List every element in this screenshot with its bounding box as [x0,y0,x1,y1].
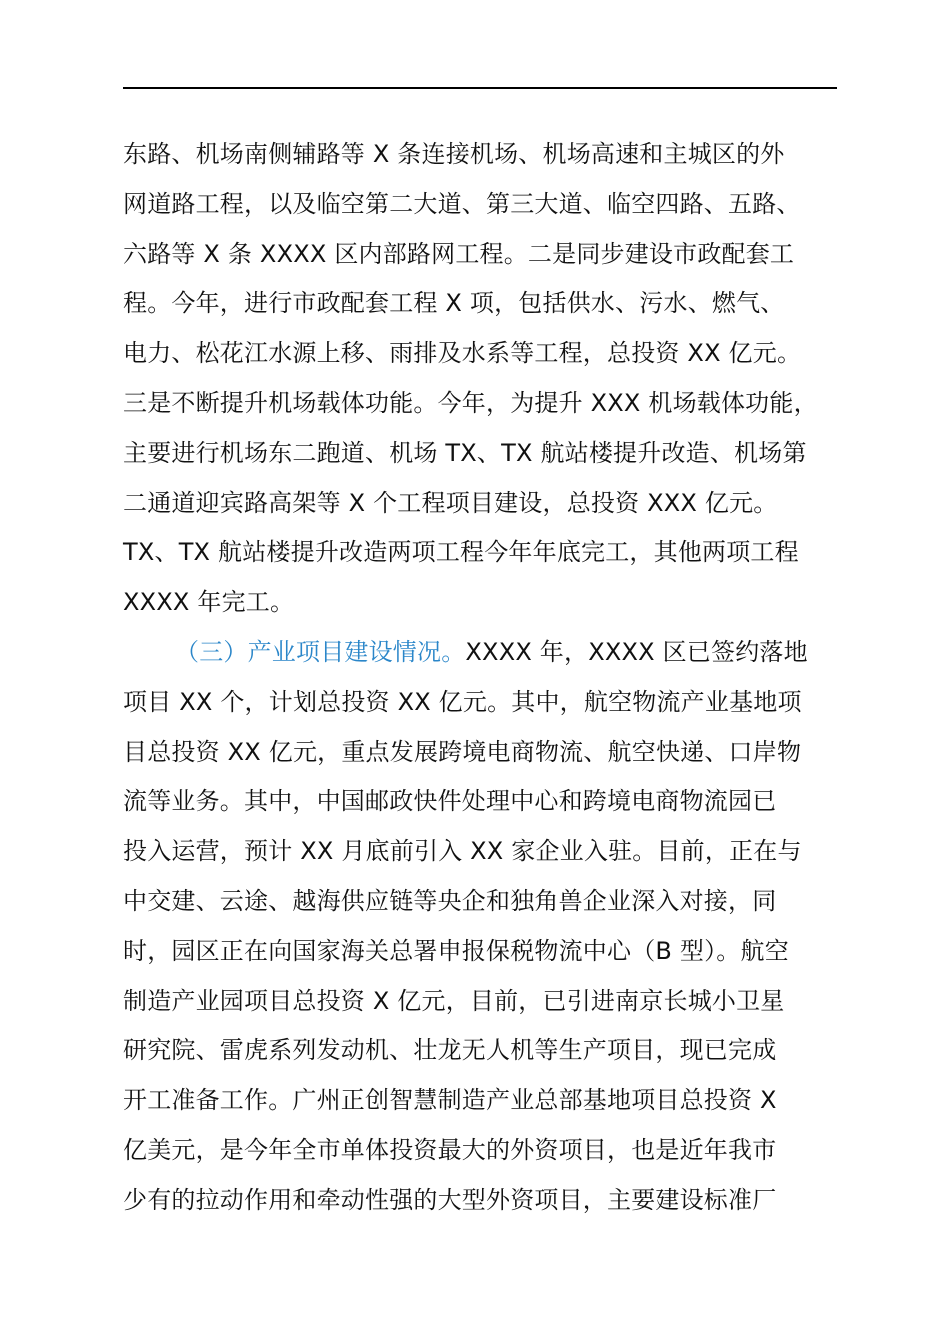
text-line: 电力、松花江水源上移、雨排及水系等工程，总投资 XX 亿元。 [123,339,802,368]
text-line: 亿美元，是今年全市单体投资最大的外资项目，也是近年我市 [123,1135,777,1164]
text-line: 制造产业园项目总投资 X 亿元，目前，已引进南京长城小卫星 [123,986,785,1015]
text-line: 六路等 X 条 XXXX 区内部路网工程。二是同步建设市政配套工 [123,239,795,268]
text-line-first [123,628,843,678]
section-heading: （三）产业项目建设情况。 [175,637,466,666]
text-segment: XXXX 年，XXXX 区已签约落地 [465,637,808,666]
text-line: TX、TX 航站楼提升改造两项工程今年年底完工，其他两项工程 [123,538,799,567]
text-line: 开工准备工作。广州正创智慧制造产业总部基地项目总投资 X [123,1086,777,1115]
paragraph-industry-projects [123,628,843,1226]
text-line: 少有的拉动作用和牵动性强的大型外资项目，主要建设标准厂 [123,1185,777,1214]
text-line: 网道路工程，以及临空第二大道、第三大道、临空四路、五路、 [123,189,801,218]
text-line: 主要进行机场东二跑道、机场 TX、TX 航站楼提升改造、机场第 [123,438,807,467]
text-line: 投入运营，预计 XX 月底前引入 XX 家企业入驻。目前，正在与 [123,837,802,866]
text-line: 时，园区正在向国家海关总署申报保税物流中心（B 型）。航空 [123,936,789,965]
text-line: 中交建、云途、越海供应链等央企和独角兽企业深入对接，同 [123,886,777,915]
header-rule [123,87,837,89]
text-line: 项目 XX 个，计划总投资 XX 亿元。其中，航空物流产业基地项 [123,687,802,716]
text-line: XXXX 年完工。 [123,588,295,617]
text-line: 研究院、雷虎系列发动机、壮龙无人机等生产项目，现已完成 [123,1036,777,1065]
text-line: 目总投资 XX 亿元，重点发展跨境电商物流、航空快递、口岸物 [123,737,802,766]
text-line: 二通道迎宾路高架等 X 个工程项目建设，总投资 XXX 亿元。 [123,488,778,517]
text-line: 东路、机场南侧辅路等 X 条连接机场、机场高速和主城区的外 [123,140,785,168]
text-line: 程。今年，进行市政配套工程 X 项，包括供水、污水、燃气、 [123,289,785,318]
text-line: 三是不断提升机场载体功能。今年，为提升 XXX 机场载体功能， [123,388,818,417]
text-line: 流等业务。其中，中国邮政快件处理中心和跨境电商物流园已 [123,787,777,816]
paragraph-road-projects [123,130,843,628]
document-body [123,130,843,1226]
